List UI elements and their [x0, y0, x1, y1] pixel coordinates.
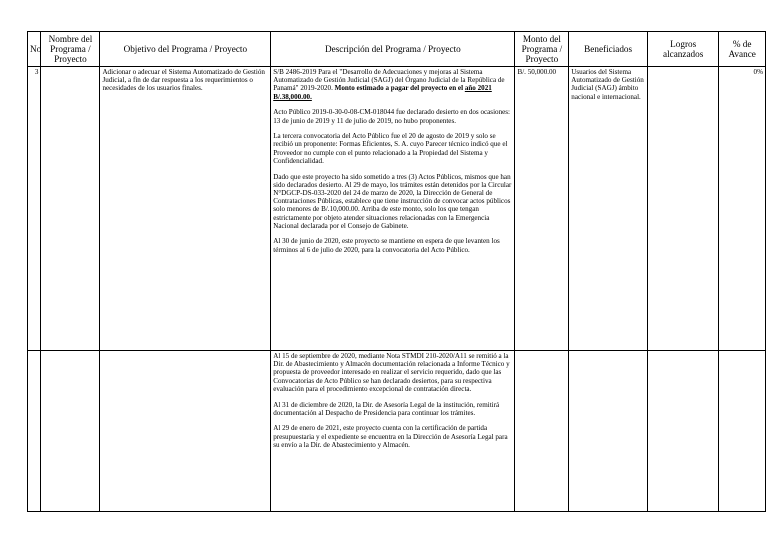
- description-paragraph: Al 15 de septiembre de 2020, mediante Nota STMDI 210-2020/A11 se remitió a la Dir. de Abastecimiento y Almacén documentación relacionada a Informe Técnico y propuesta de proveedor interesado en realizar el servicio requerido, dado que las Convocatorias de Acto Público se han declarado desiertos, para su respectiva evaluación para el procedimiento excepcional de contratación directa.: [273, 352, 510, 393]
- description-paragraph: Al 31 de diciembre de 2020, la Dir. de Asesoría Legal de la institución, remitirá documentación al Despacho de Presidencia para continuar los trámites.: [273, 400, 500, 417]
- header-nombre: Nombre del Programa / Proyecto: [41, 32, 100, 67]
- amount-cell: B/. 50,000.00: [515, 67, 569, 351]
- description-paragraph: Al 29 de enero de 2021, este proyecto cuenta con la certificación de partida presupuestaria y el expediente se encuentra en la Dirección de Asesoría Legal para su envío a la Dir. de Abastecimiento y Almacén.: [273, 424, 508, 449]
- program-name-cell: [41, 351, 100, 512]
- amount-cell: [515, 351, 569, 512]
- description-amount: año 2021 B/.38,000.00.: [273, 84, 492, 101]
- header-logros: Logros alcanzados: [647, 32, 718, 67]
- description-cell: [271, 351, 515, 512]
- header-descripcion: Descripción del Programa / Proyecto: [271, 32, 515, 67]
- description-paragraph: Al 30 de junio de 2020, este proyecto se mantiene en espera de que levanten los términos al 6 de julio de 2020, para la convocatoria del Acto Público.: [273, 237, 500, 254]
- description-paragraph: Dado que este proyecto ha sido sometido a tres (3) Actos Públicos, mismos que han sido declarados desierto. Al 29 de mayo, los trámites están detenidos por la Circular N°DGCP-DS-033-2020 del 24 de marzo de 2020, la Dirección de General de Contrataciones Públicas, establece que tiene instrucción de convocar actos públicos solo menores de B/.10,000.00. Arriba de este monto, solo los que tengan estrictamente por objeto atender situaciones relacionadas con la Emergencia Nacional declarada por el Consejo de Gabinete.: [273, 172, 512, 230]
- beneficiaries-cell: Usuarios del Sistema Automatizado de Gestión Judicial (SAGJ) ámbito nacional e internacional.: [569, 67, 648, 351]
- beneficiaries-cell: [569, 351, 648, 512]
- header-row: [28, 32, 766, 67]
- row-number: 3: [28, 67, 41, 351]
- objective-cell: [100, 351, 271, 512]
- header-monto: Monto del Programa / Proyecto: [515, 32, 569, 67]
- program-name-cell: [41, 67, 100, 351]
- header-avance: % de Avance: [719, 32, 766, 67]
- table-row: [28, 67, 766, 351]
- programs-table: [27, 31, 766, 512]
- progress-cell: [719, 351, 766, 512]
- achievements-cell: [647, 351, 718, 512]
- description-paragraph: La tercera convocatoria del Acto Público fue el 20 de agosto de 2019 y solo se recibió un proponente: Formas Eficientes, S. A. cuyo Parecer técnico indicó que el Proveedor no cumple con el punto relacionado a la Propiedad del Sistema y Confidencialidad.: [273, 132, 508, 165]
- achievements-cell: [647, 67, 718, 351]
- header-objetivo: Objetivo del Programa / Proyecto: [100, 32, 271, 67]
- description-emphasis: Monto estimado a pagar del proyecto en el: [334, 84, 465, 93]
- description-paragraph: Acto Público 2019-0-30-0-08-CM-018044 fue declarado desierto en dos ocasiones: 13 de junio de 2019 y 11 de julio de 2019, no hubo proponentes.: [273, 108, 511, 125]
- header-no: No: [28, 32, 41, 67]
- row-number: [28, 351, 41, 512]
- table-row: [28, 351, 766, 512]
- progress-cell: 0%: [719, 67, 766, 351]
- header-beneficiados: Beneficiados: [569, 32, 648, 67]
- description-paragraph: [273, 68, 512, 101]
- objective-cell: Adicionar o adecuar el Sistema Automatizado de Gestión Judicial, a fin de dar respuesta a los requerimientos o necesidades de los usuarios finales.: [100, 67, 271, 351]
- description-cell: [271, 67, 515, 351]
- description-text: S/B 2486-2019 Para el "Desarrollo de Adecuaciones y mejoras al Sistema Automatizado de Gestión Judicial (SAGJ) del Órgano Judicial de la República de Panamá" 2019-2020.: [273, 68, 505, 93]
